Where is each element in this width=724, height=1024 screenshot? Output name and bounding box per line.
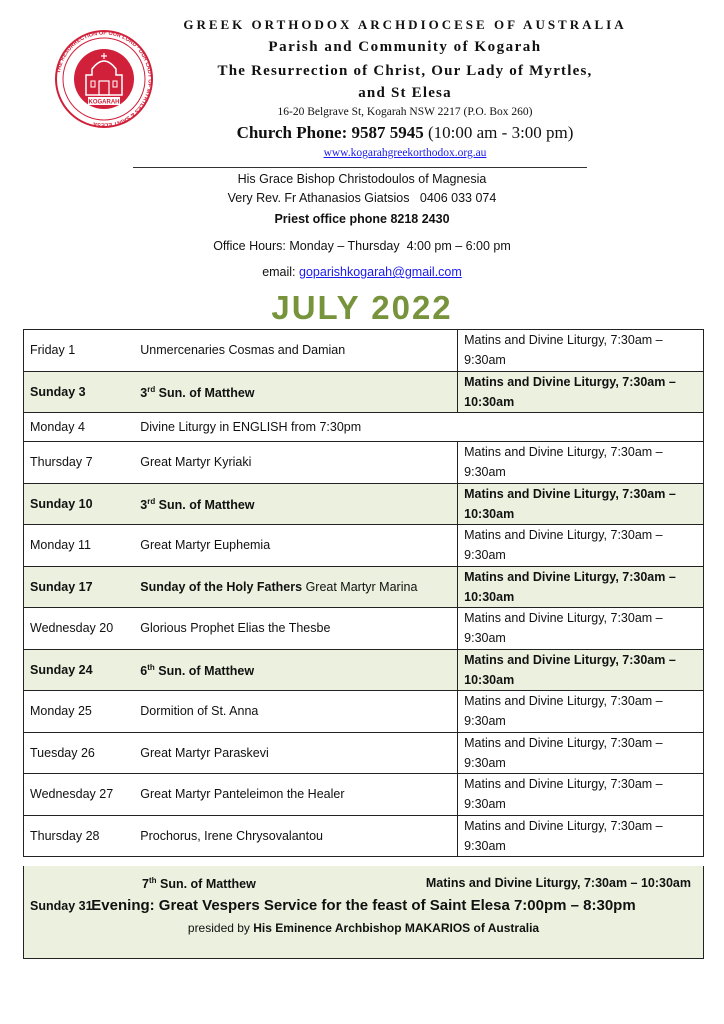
website-link[interactable]: www.kogarahgreekorthodox.org.au [323, 147, 487, 159]
month-title: JULY 2022 [271, 289, 453, 326]
schedule-feast: Great Martyr Paraskevi [134, 732, 457, 774]
schedule-row [24, 442, 704, 484]
schedule-day: Monday 11 [24, 525, 135, 567]
last-day-service: Matins and Divine Liturgy, 7:30am – 10:30am [425, 876, 691, 890]
schedule-feast: Glorious Prophet Elias the Thesbe [134, 608, 457, 650]
schedule-row [24, 649, 704, 691]
parish-title: Parish and Community of Kogarah [268, 39, 542, 55]
schedule-service: Matins and Divine Liturgy, 7:30am – 9:30am [458, 442, 704, 484]
parish-seal-logo [54, 29, 154, 129]
schedule-feast: Dormition of St. Anna [134, 691, 457, 733]
schedule-day: Thursday 28 [24, 815, 135, 857]
last-day-row [23, 866, 704, 959]
last-day-evening: Evening: Great Vespers Service for the feast of Saint Elesa 7:00pm – 8:30pm [91, 897, 636, 914]
church-phone-number: Church Phone: 9587 5945 [236, 123, 424, 142]
schedule-feast: Prochorus, Irene Chrysovalantou [134, 815, 457, 857]
email-label: email: [262, 265, 296, 279]
schedule-service: Matins and Divine Liturgy, 7:30am – 10:30am [458, 483, 704, 525]
schedule-day: Sunday 3 [24, 371, 135, 413]
email-line [0, 265, 724, 279]
schedule-day: Monday 25 [24, 691, 135, 733]
schedule-service: Matins and Divine Liturgy, 7:30am – 10:30am [458, 649, 704, 691]
header-divider [133, 167, 587, 168]
schedule-day: Friday 1 [24, 330, 135, 372]
schedule-service: Matins and Divine Liturgy, 7:30am – 10:30am [458, 371, 704, 413]
schedule-service: Matins and Divine Liturgy, 7:30am – 9:30am [458, 815, 704, 857]
schedule-service: Matins and Divine Liturgy, 7:30am – 9:30am [458, 330, 704, 372]
schedule-feast: 3rd Sun. of Matthew [134, 483, 457, 525]
schedule-day: Tuesday 26 [24, 732, 135, 774]
schedule-row [24, 371, 704, 413]
schedule-row [24, 525, 704, 567]
schedule-feast: Great Martyr Kyriaki [134, 442, 457, 484]
schedule-service: Matins and Divine Liturgy, 7:30am – 9:30am [458, 732, 704, 774]
church-address: 16-20 Belgrave St, Kogarah NSW 2217 (P.O. Box 260) [277, 106, 533, 118]
priest-office-phone: Priest office phone 8218 2430 [274, 212, 450, 226]
schedule-row [24, 774, 704, 816]
schedule-feast: Unmercenaries Cosmas and Damian [134, 330, 457, 372]
schedule-feast: 6th Sun. of Matthew [134, 649, 457, 691]
bishop-name: His Grace Bishop Christodoulos of Magnesia [237, 172, 487, 186]
schedule-service: Matins and Divine Liturgy, 7:30am – 9:30am [458, 525, 704, 567]
schedule-service: Matins and Divine Liturgy, 7:30am – 9:30am [458, 608, 704, 650]
schedule-day: Sunday 17 [24, 566, 135, 608]
priest-contact: Very Rev. Fr Athanasios Giatsios 0406 033 074 [227, 191, 497, 205]
schedule-row [24, 608, 704, 650]
logo-ring-text: THE RESURRECTION OF OUR LORD · OUR LADY OF MYRTLES & SAINT ELESA [55, 30, 153, 128]
schedule-row [24, 413, 704, 442]
schedule-service: Matins and Divine Liturgy, 7:30am – 9:30am [458, 691, 704, 733]
last-day-feast: 7th Sun. of Matthew [142, 876, 256, 892]
church-name-line2: and St Elesa [358, 85, 452, 101]
last-day-date: Sunday 31 [30, 899, 93, 913]
schedule-service: Matins and Divine Liturgy, 7:30am – 10:30am [458, 566, 704, 608]
schedule-feast: 3rd Sun. of Matthew [134, 371, 457, 413]
church-phone [150, 123, 660, 143]
schedule-day: Wednesday 27 [24, 774, 135, 816]
logo-center-text: KOGARAH [88, 99, 120, 106]
schedule-row [24, 330, 704, 372]
schedule-day: Monday 4 [24, 413, 135, 442]
schedule-day: Wednesday 20 [24, 608, 135, 650]
schedule-day: Thursday 7 [24, 442, 135, 484]
schedule-row [24, 691, 704, 733]
schedule-row [24, 815, 704, 857]
archdiocese-title: GREEK ORTHODOX ARCHDIOCESE OF AUSTRALIA [183, 17, 627, 32]
schedule-feast: Sunday of the Holy Fathers Great Martyr Marina [134, 566, 457, 608]
schedule-feast: Great Martyr Panteleimon the Healer [134, 774, 457, 816]
schedule-day: Sunday 10 [24, 483, 135, 525]
last-day-presided: presided by His Eminence Archbishop MAKARIOS of Australia [187, 921, 540, 935]
schedule-merged-note: Divine Liturgy in ENGLISH from 7:30pm [134, 413, 703, 442]
schedule-row [24, 566, 704, 608]
schedule-service: Matins and Divine Liturgy, 7:30am – 9:30am [458, 774, 704, 816]
email-link[interactable]: goparishkogarah@gmail.com [299, 265, 462, 279]
schedule-row [24, 483, 704, 525]
church-name-line1: The Resurrection of Christ, Our Lady of Myrtles, [217, 63, 593, 79]
schedule-table [23, 329, 704, 857]
church-phone-hours: (10:00 am - 3:00 pm) [428, 123, 574, 142]
schedule-row [24, 732, 704, 774]
schedule-day: Sunday 24 [24, 649, 135, 691]
schedule-feast: Great Martyr Euphemia [134, 525, 457, 567]
office-hours: Office Hours: Monday – Thursday 4:00 pm – 6:00 pm [213, 239, 511, 253]
